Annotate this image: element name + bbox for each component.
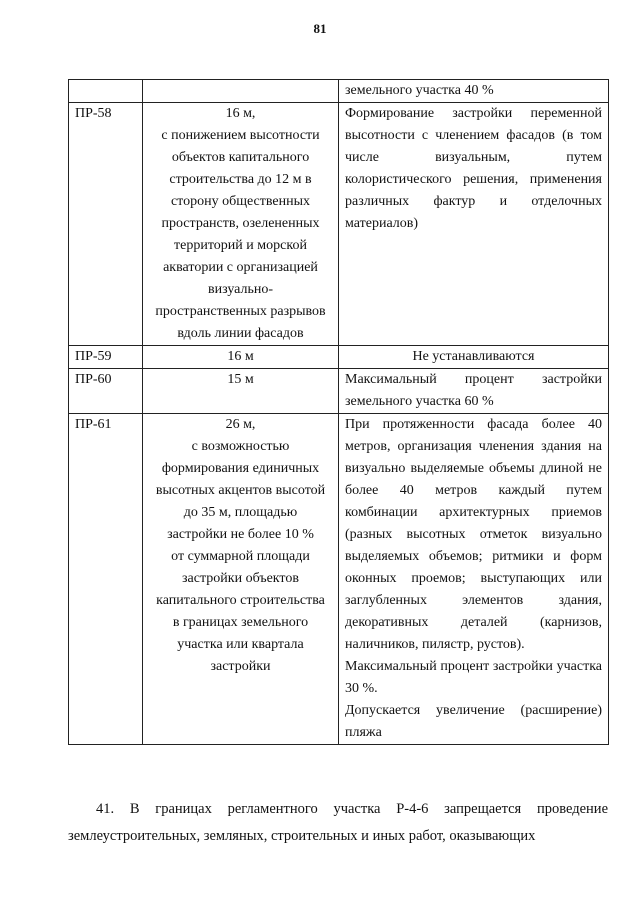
body-paragraph: 41. В границах регламентного участка Р-4-6 запрещается проведение землеустроительных, земляных, строительных и иных работ, оказывающих [68,801,608,844]
height-line: 16 м [227,349,254,364]
height-line: застройки объектов [182,571,299,586]
height-line: объектов капитального [171,150,310,165]
height-cell [143,346,339,369]
height-cell [143,80,339,103]
params-text: Формирование застройки переменной высотности с членением фасадов (в том числе визуальным, путем колористического решения, применения различных фактур и отделочных материалов) [345,106,602,231]
params-cell [339,414,609,745]
table-row [69,369,609,414]
height-line: застройки не более 10 % [167,527,314,542]
page-number: 81 [313,21,327,36]
params-cell [339,369,609,414]
height-line: 15 м [227,372,254,387]
table-row [69,80,609,103]
height-line: формирования единичных [161,461,320,476]
zone-code-cell: ПР-61 [69,414,143,745]
height-cell [143,414,339,745]
height-line: 16 м, [225,106,256,121]
height-line: визуально- [207,282,274,297]
height-line: от суммарной площади [171,549,310,564]
height-line: акватории с организацией [163,260,318,275]
zone-code-cell: ПР-58 [69,103,143,346]
table-row [69,414,609,745]
params-cell [339,103,609,346]
zone-code-cell: ПР-59 [69,346,143,369]
height-line: 26 м, [225,417,256,432]
height-line: пространств, озелененных [161,216,320,231]
regulation-table [68,79,609,745]
params-text: земельного участка 40 % [345,83,494,98]
table-row [69,103,609,346]
height-line: вдоль линии фасадов [177,326,304,341]
params-cell [339,80,609,103]
params-text: Не устанавливаются [412,349,535,364]
params-cell [339,346,609,369]
params-text: Максимальный процент застройки участка 30 %. [345,659,602,696]
height-cell [143,103,339,346]
params-text: При протяженности фасада более 40 метров, организация членения здания на визуально выделяемые объемы длиной не более 40 метров каждый путем комбинации архитектурных приемов (разных высотных отметок визуально выделяемых объемов; ритмики и форм оконных проемов; выступающих или заглубленных элементов здания, декоративных деталей (карнизов, наличников, пилястр, рустов). [345,417,602,652]
params-text: Допускается увеличение (расширение) пляжа [345,703,602,740]
height-line: пространственных разрывов [155,304,326,319]
height-line: до 35 м, площадью [183,505,298,520]
height-line: строительства до 12 м в [169,172,312,187]
height-line: высотных акцентов высотой [155,483,326,498]
height-line: участка или квартала [177,637,304,652]
height-line: в границах земельного [172,615,309,630]
height-line: сторону общественных [170,194,311,209]
height-line: с возможностью [191,439,290,454]
height-line: капитального строительства [156,593,325,608]
table-row [69,346,609,369]
params-text: Максимальный процент застройки земельного участка 60 % [345,372,602,409]
height-line: застройки [210,659,271,674]
zone-code-cell [69,80,143,103]
height-cell [143,369,339,414]
height-line: с понижением высотности [161,128,320,143]
zone-code-cell: ПР-60 [69,369,143,414]
height-line: территорий и морской [174,238,307,253]
